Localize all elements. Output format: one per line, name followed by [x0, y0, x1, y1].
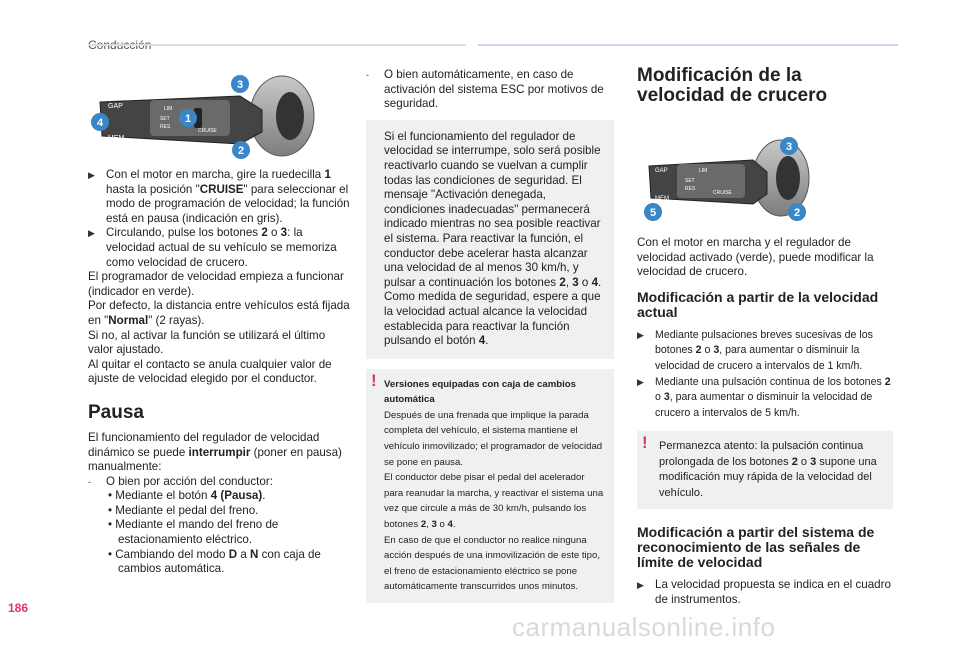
bullet-item: ▶ Con el motor en marcha, gire la ruedecilla 1 hasta la posición "CRUISE" para seleccionar el modo de programación de velocidad; la función está en pausa (indicación en gris).: [88, 168, 350, 225]
paragraph: Si no, al activar la función se utilizará el último valor ajustado.: [88, 328, 326, 357]
mem-label: MEM: [108, 135, 125, 142]
sub-bullet: • Mediante el botón 4 (Pausa).: [108, 489, 266, 503]
arrow-bullet-icon: ▶: [88, 170, 95, 180]
gap-label: GAP: [108, 103, 123, 110]
bullet-item: ▶ Mediante una pulsación continua de los botones 2 o 3, para aumentar o disminuir la velocidad de crucero a intervalos de 5 km/h.: [637, 375, 891, 419]
sub-bullet: • Mediante el pedal del freno.: [108, 503, 259, 517]
subheading-sign-recognition: Modificación a partir del sistema de reconocimiento de las señales de límite de velocidad: [637, 523, 875, 570]
warning-text: Permanezca atento: la pulsación continua prolongada de los botones 2 o 3 supone una modificación muy rápida de la velocidad del vehículo.: [659, 440, 877, 499]
modification-heading: Modificación de la velocidad de crucero: [637, 65, 828, 106]
header-rule-right: [478, 44, 898, 46]
warning-title: Versiones equipadas con caja de cambios automática: [384, 378, 576, 406]
warning-box-automatic: [366, 369, 614, 603]
watermark: carmanualsonline.info: [512, 612, 776, 642]
callout-2-label: 2: [237, 145, 245, 157]
cruise-label: CRUISE: [713, 190, 732, 196]
callout-3-label: 3: [785, 141, 793, 153]
warning-text: Después de una frenada que implique la parada completa del vehículo, el sistema mantiene el vehículo inmovilizado; el programador de velocidad se pone en pausa.: [384, 409, 603, 468]
cruise-label: CRUISE: [198, 128, 217, 134]
bullet-item: ▶ La velocidad propuesta se indica en el cuadro de instrumentos.: [637, 577, 891, 606]
stalk-hub: [276, 92, 304, 140]
paragraph: Con el motor en marcha y el regulador de velocidad activado (verde), puede modificar la velocidad de crucero.: [637, 236, 874, 279]
cruise-control-stalk-figure-1: [90, 70, 330, 162]
dash-item: - O bien por acción del conductor:: [88, 474, 273, 488]
sub-bullet: • Cambiando del modo D a N con caja de cambios automática.: [108, 547, 321, 576]
set-label: SET: [160, 116, 170, 122]
dash-item: - O bien automáticamente, en caso de activación del sistema ESC por motivos de seguridad.: [366, 68, 604, 111]
stalk-hub: [776, 156, 800, 200]
exclamation-icon: !: [642, 433, 648, 453]
callout-5-label: 5: [649, 207, 657, 219]
paragraph: Por defecto, la distancia entre vehículos está fijada en "Normal" (2 rayas).: [88, 299, 350, 327]
page-number: 186: [8, 601, 29, 615]
res-label: RES: [685, 186, 696, 192]
lim-label: LIM: [699, 168, 708, 174]
cruise-control-stalk-figure-2: [641, 136, 821, 224]
res-label: RES: [160, 124, 171, 130]
column-1: [88, 168, 350, 577]
lim-label: LIM: [164, 106, 173, 112]
arrow-bullet-icon: ▶: [637, 579, 644, 590]
column-2: [366, 68, 614, 603]
mem-label: MEM: [655, 196, 669, 202]
callout-3-label: 3: [236, 79, 244, 91]
arrow-bullet-icon: ▶: [637, 376, 644, 387]
callout-1-label: 1: [184, 113, 192, 125]
set-label: SET: [685, 178, 695, 184]
callout-2-label: 2: [793, 207, 801, 219]
callout-4-label: 4: [96, 117, 104, 129]
exclamation-icon: !: [371, 370, 377, 390]
warning-text: El conductor debe pisar el pedal del acelerador para reanudar la marcha, y reactivar el sistema una vez que circule a más de 30 km/h, pulsando los botones 2, 3 o 4.: [384, 472, 604, 531]
bullet-item: ▶ Mediante pulsaciones breves sucesivas de los botones 2 o 3, para aumentar o disminuir la velocidad de crucero a intervalos de 1 km/h.: [637, 328, 873, 372]
warning-box-continuous: [637, 431, 893, 509]
arrow-bullet-icon: ▶: [637, 329, 644, 340]
paragraph: El programador de velocidad empieza a funcionar (indicador en verde).: [88, 270, 344, 298]
subheading-current-speed: Modificación a partir de la velocidad actual: [637, 288, 879, 320]
header-rule: [88, 44, 466, 46]
pausa-heading: Pausa: [88, 401, 144, 423]
info-box: [366, 120, 614, 359]
arrow-bullet-icon: ▶: [88, 228, 95, 239]
warning-text: En caso de que el conductor no realice ninguna acción después de una inmovilización de este tipo, el freno de estacionamiento eléctrico se pone automáticamente transcurridos unos minutos.: [384, 534, 600, 593]
paragraph: Al quitar el contacto se anula cualquier valor de ajuste de velocidad elegido por el conductor.: [88, 357, 332, 386]
paragraph: El funcionamiento del regulador de velocidad dinámico se puede interrumpir (poner en pausa) manualmente:: [88, 430, 342, 474]
info-text: Si el funcionamiento del regulador de velocidad se interrumpe, solo será posible reactivarlo cuando se vuelvan a cumplir todas las condiciones de seguridad. El mensaje "Activación denegada, condiciones inadecuadas" permanecerá indicado mientras no sea posible reactivar el sistema. Para reactivar la función, el conductor debe acelerar hasta alcanzar una velocidad de al menos 30 km/h, y pulsar a continuación los botones 2, 3 o 4.: [384, 129, 602, 289]
info-text: Como medida de seguridad, espere a que la velocidad actual alcance la velocidad establecida para reactivar la función pulsando el botón 4.: [384, 290, 601, 348]
sub-bullet: • Mediante el mando del freno de estacionamiento eléctrico.: [108, 518, 279, 547]
bullet-item: ▶ Circulando, pulse los botones 2 o 3: la velocidad actual de su vehículo se memoriza como velocidad de crucero.: [88, 226, 337, 269]
column-3: [637, 66, 893, 607]
gap-label: GAP: [655, 168, 668, 174]
